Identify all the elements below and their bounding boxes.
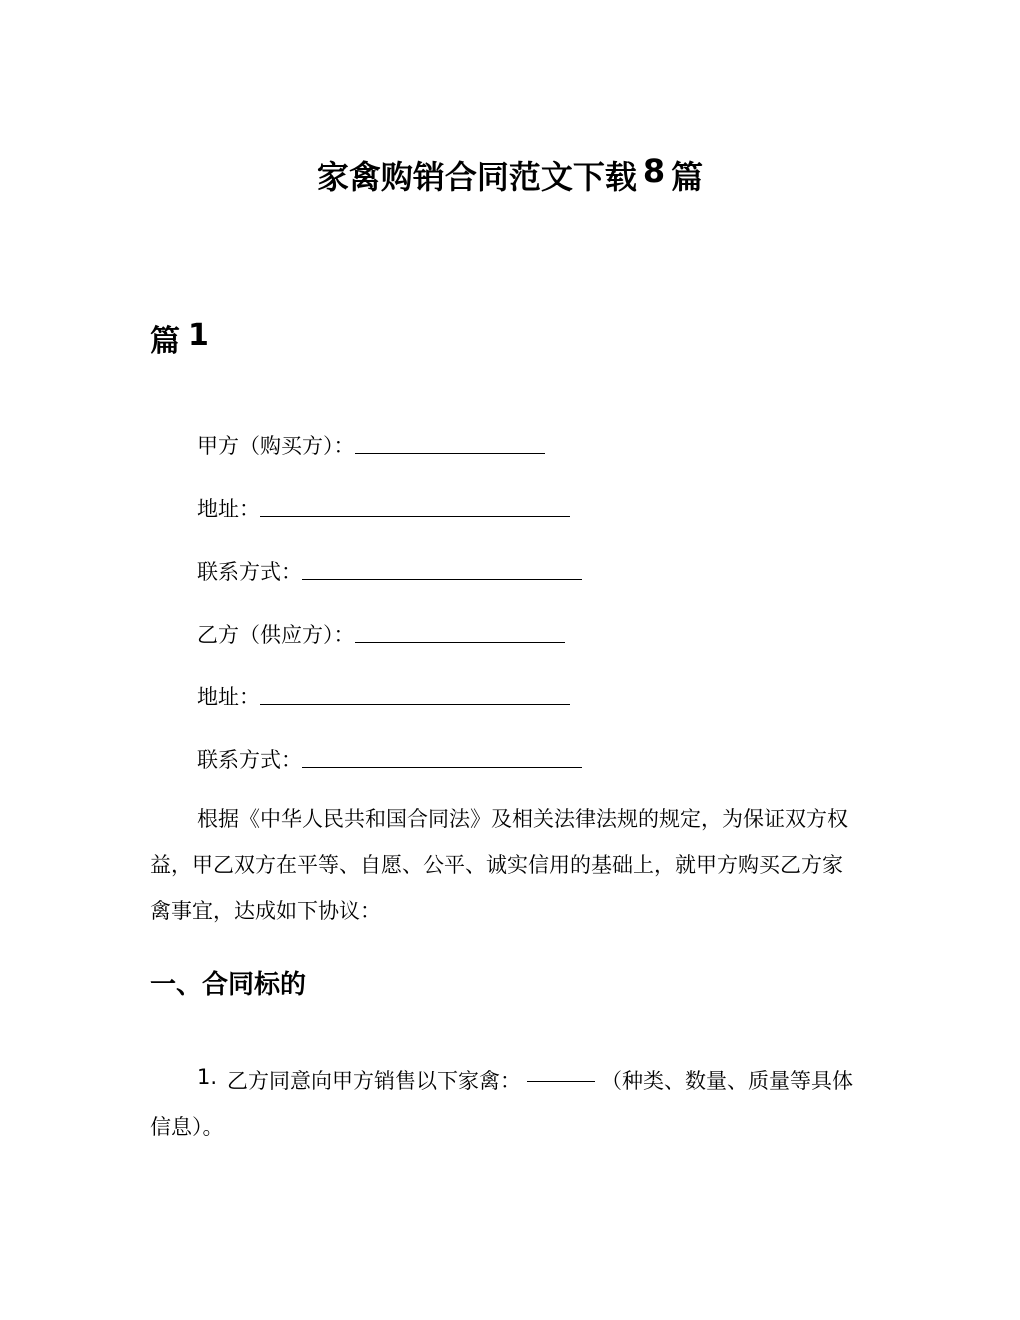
document-title: [0, 152, 1020, 198]
party-b-contact-field: [197, 744, 582, 774]
clause-text-before: 乙方同意向甲方销售以下家禽：: [227, 1069, 522, 1093]
heading-contract-subject: 一、合同标的: [150, 970, 307, 1000]
party-a-name-field: [197, 430, 545, 460]
party-a-contact-blank: [302, 578, 582, 580]
party-b-contact-label: 联系方式：: [197, 748, 302, 772]
clause-text-after: （种类、数量、质量等具体信息）。: [150, 1069, 854, 1139]
party-b-address-field: [197, 681, 570, 711]
party-b-name-blank: [355, 641, 565, 643]
clause-item-1: [150, 1058, 870, 1150]
party-a-address-blank: [260, 515, 570, 517]
clause-blank: [527, 1081, 595, 1082]
party-a-contact-field: [197, 556, 582, 586]
party-a-address-label: 地址：: [197, 497, 260, 521]
party-b-name-label: 乙方（供应方）：: [197, 623, 355, 647]
party-a-contact-label: 联系方式：: [197, 560, 302, 584]
party-b-name-field: [197, 619, 565, 649]
party-a-name-blank: [355, 452, 545, 454]
party-b-address-blank: [260, 703, 570, 705]
title-number: 8: [642, 152, 666, 190]
clause-number: 1.: [197, 1065, 218, 1089]
party-a-name-label: 甲方（购买方）：: [197, 434, 355, 458]
section-number: 1: [188, 318, 209, 353]
title-text: 家禽购销合同范文下载: [316, 158, 637, 196]
party-b-contact-blank: [302, 766, 582, 768]
party-a-address-field: [197, 493, 570, 523]
preamble-text: 根据《中华人民共和国合同法》及相关法律法规的规定，为保证双方权益，甲乙双方在平等、自愿、公平、诚实信用的基础上，就甲方购买乙方家禽事宜，达成如下协议：: [150, 807, 848, 923]
section-label: 篇: [150, 324, 180, 359]
section-heading: [150, 316, 209, 360]
preamble-paragraph: [150, 796, 860, 934]
party-b-address-label: 地址：: [197, 685, 260, 709]
title-suffix: 篇: [671, 158, 704, 196]
